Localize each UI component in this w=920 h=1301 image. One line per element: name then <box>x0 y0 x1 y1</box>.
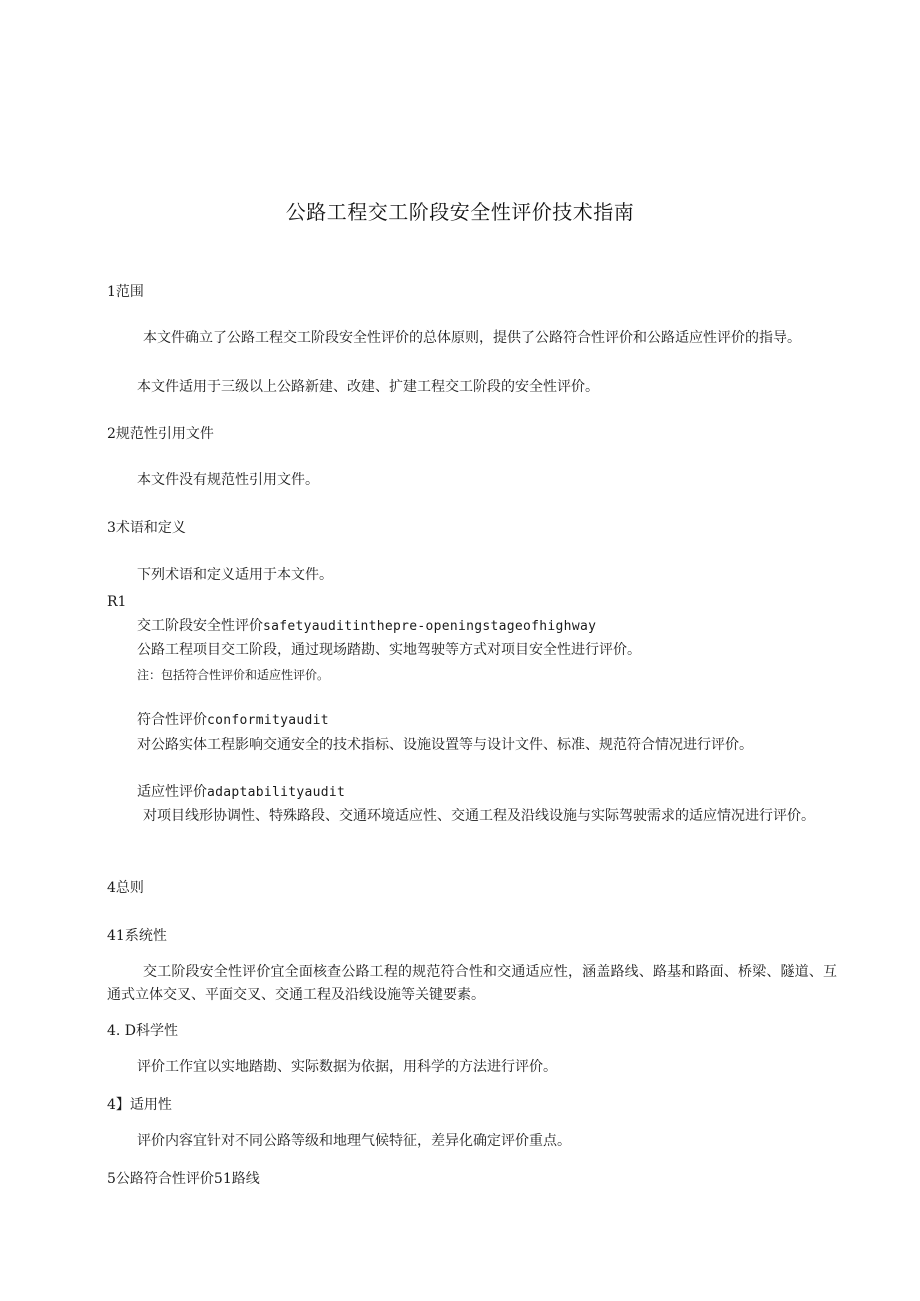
section-4-2-heading: 4. D科学性 <box>107 1023 179 1039</box>
term-number: R1 <box>107 594 127 610</box>
term-1-chinese: 交工阶段安全性评价 <box>137 618 263 634</box>
section-1-heading: 1范围 <box>107 284 144 300</box>
section-3-heading: 3术语和定义 <box>107 520 186 536</box>
section-2-heading: 2规范性引用文件 <box>107 426 214 442</box>
term-3-chinese: 适应性评价 <box>137 784 207 800</box>
section-4-1-heading: 41系统性 <box>107 928 167 944</box>
term-2-heading <box>137 710 329 731</box>
section-1-paragraph-2: 本文件适用于三级以上公路新建、改建、扩建工程交工阶段的安全性评价。 <box>137 379 599 395</box>
section-2-paragraph-1: 本文件没有规范性引用文件。 <box>137 472 319 488</box>
term-2-english: conformityaudit <box>207 713 329 728</box>
document-title: 公路工程交工阶段安全性评价技术指南 <box>285 200 635 224</box>
section-4-3-heading: 4】适用性 <box>107 1097 172 1113</box>
term-1-heading <box>137 616 596 637</box>
term-1-definition: 公路工程项目交工阶段，通过现场踏勘、实地驾驶等方式对项目安全性进行评价。 <box>137 642 641 658</box>
term-2-chinese: 符合性评价 <box>137 712 207 728</box>
section-3-paragraph-1: 下列术语和定义适用于本文件。 <box>137 567 333 583</box>
term-2-definition: 对公路实体工程影响交通安全的技术指标、设施设置等与设计文件、标准、规范符合情况进行评价。 <box>137 737 753 753</box>
term-1-note: 注：包括符合性评价和适应性评价。 <box>137 668 330 682</box>
section-4-3-paragraph: 评价内容宜针对不同公路等级和地理气候特征，差异化确定评价重点。 <box>137 1133 571 1149</box>
section-4-heading: 4总则 <box>107 880 144 896</box>
section-4-1-paragraph: 交工阶段安全性评价宜全面核查公路工程的规范符合性和交通适应性，涵盖路线、路基和路面、桥梁、隧道、互通式立体交叉、平面交叉、交通工程及沿线设施等关键要素。 <box>107 964 837 1003</box>
term-3-definition: 对项目线形协调性、特殊路段、交通环境适应性、交通工程及沿线设施与实际驾驶需求的适应情况进行评价。 <box>143 808 815 824</box>
section-4-2-paragraph: 评价工作宜以实地踏勘、实际数据为依据，用科学的方法进行评价。 <box>137 1059 557 1075</box>
section-5-heading: 5公路符合性评价51路线 <box>107 1171 260 1187</box>
section-1-paragraph-1: 本文件确立了公路工程交工阶段安全性评价的总体原则，提供了公路符合性评价和公路适应性评价的指导。 <box>143 330 801 346</box>
term-3-english: adaptabilityaudit <box>207 785 346 800</box>
term-1-english: safetyauditinthepre-openingstageofhighway <box>263 619 597 634</box>
term-3-heading <box>137 782 345 803</box>
